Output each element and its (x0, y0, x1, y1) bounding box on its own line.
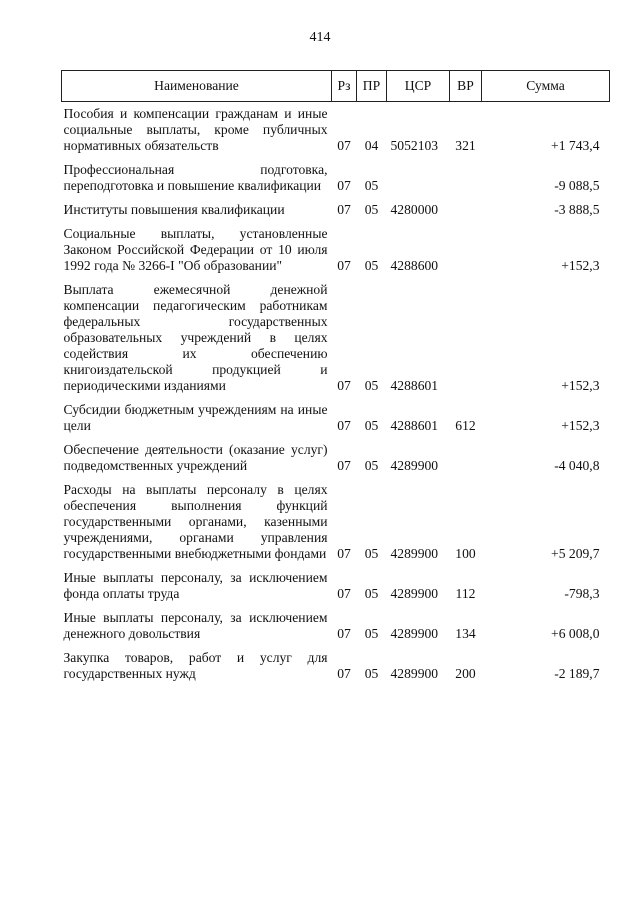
row-sum: +1 743,4 (551, 138, 600, 153)
row-csr: 5052103 (390, 138, 439, 153)
row-name: Социальные выплаты, установленные Законом Российской Федерации от 10 июля 1992 года № 3266-I "Об образовании" (63, 226, 328, 273)
row-sum: +152,3 (561, 378, 600, 393)
header-csr: ЦСР (387, 71, 450, 102)
row-sum: -3 888,5 (554, 202, 600, 217)
header-vr: ВР (450, 71, 482, 102)
row-name: Пособия и компенсации гражданам и иные социальные выплаты, кроме публичных нормативных обязательств (63, 106, 328, 153)
table-row (62, 194, 610, 218)
row-pr: 05 (364, 586, 379, 601)
row-rz: 07 (337, 458, 351, 473)
row-pr: 05 (364, 626, 379, 641)
row-rz: 07 (337, 626, 351, 641)
row-vr: 612 (455, 418, 476, 433)
row-sum: +152,3 (561, 258, 600, 273)
row-sum: -798,3 (564, 586, 600, 601)
header-rz: Рз (332, 71, 357, 102)
budget-table (61, 70, 610, 682)
row-name: Выплата ежемесячной денежной компенсации педагогическим работникам федеральных государственных образовательных учреждений в целях содействия их обеспечению книгоиздательской продукцией и периодическими изданиями (63, 282, 328, 393)
row-vr (450, 194, 482, 218)
row-rz: 07 (337, 178, 351, 193)
row-sum: +6 008,0 (551, 626, 600, 641)
table-row (62, 562, 610, 602)
row-pr: 05 (364, 202, 379, 217)
row-pr: 04 (364, 138, 379, 153)
table-row (62, 602, 610, 642)
table-row (62, 218, 610, 274)
row-sum: +5 209,7 (551, 546, 600, 561)
row-rz: 07 (337, 586, 351, 601)
row-csr: 4288601 (390, 378, 439, 393)
table-row (62, 474, 610, 562)
row-sum: +152,3 (561, 418, 600, 433)
row-csr: 4289900 (390, 666, 439, 681)
row-name: Институты повышения квалификации (63, 202, 285, 217)
row-vr (450, 434, 482, 474)
row-name: Иные выплаты персоналу, за исключением денежного довольствия (63, 610, 328, 641)
row-vr (450, 154, 482, 194)
page-number: 414 (309, 30, 331, 45)
row-rz: 07 (337, 666, 351, 681)
table-row (62, 274, 610, 394)
row-csr (387, 154, 450, 194)
row-vr (450, 218, 482, 274)
row-pr: 05 (364, 178, 379, 193)
row-vr: 112 (455, 586, 476, 601)
row-vr: 321 (455, 138, 476, 153)
header-sum: Сумма (482, 71, 610, 102)
row-rz: 07 (337, 258, 351, 273)
row-rz: 07 (337, 418, 351, 433)
header-pr: ПР (357, 71, 387, 102)
row-csr: 4288601 (390, 418, 439, 433)
row-rz: 07 (337, 202, 351, 217)
table-row (62, 102, 610, 155)
row-csr: 4289900 (390, 546, 439, 561)
table-row (62, 154, 610, 194)
table-header-row (62, 71, 610, 102)
row-pr: 05 (364, 418, 379, 433)
row-sum: -9 088,5 (554, 178, 600, 193)
row-sum: -4 040,8 (554, 458, 600, 473)
row-rz: 07 (337, 546, 351, 561)
row-rz: 07 (337, 378, 351, 393)
row-csr: 4288600 (390, 258, 439, 273)
row-csr: 4289900 (390, 586, 439, 601)
row-pr: 05 (364, 258, 379, 273)
row-csr: 4289900 (390, 626, 439, 641)
row-vr: 100 (455, 546, 476, 561)
row-vr: 134 (455, 626, 476, 641)
row-pr: 05 (364, 666, 379, 681)
row-name: Профессиональная подготовка, переподготовка и повышение квалификации (63, 162, 328, 193)
row-pr: 05 (364, 458, 379, 473)
table-row (62, 394, 610, 434)
row-name: Обеспечение деятельности (оказание услуг) подведомственных учреждений (63, 442, 328, 473)
row-name: Закупка товаров, работ и услуг для государственных нужд (63, 650, 328, 681)
row-sum: -2 189,7 (554, 666, 600, 681)
table-row (62, 434, 610, 474)
row-name: Субсидии бюджетным учреждениям на иные цели (63, 402, 328, 433)
row-vr: 200 (455, 666, 476, 681)
row-csr: 4280000 (390, 202, 439, 217)
row-rz: 07 (337, 138, 351, 153)
row-pr: 05 (364, 546, 379, 561)
row-vr (450, 274, 482, 394)
header-name: Наименование (62, 71, 332, 102)
table-row (62, 642, 610, 682)
row-csr: 4289900 (390, 458, 439, 473)
row-pr: 05 (364, 378, 379, 393)
row-name: Расходы на выплаты персоналу в целях обеспечения выполнения функций государственными органами, казенными учреждениями, органами управления государственными внебюджетными фондами (63, 482, 328, 561)
row-name: Иные выплаты персоналу, за исключением фонда оплаты труда (63, 570, 328, 601)
